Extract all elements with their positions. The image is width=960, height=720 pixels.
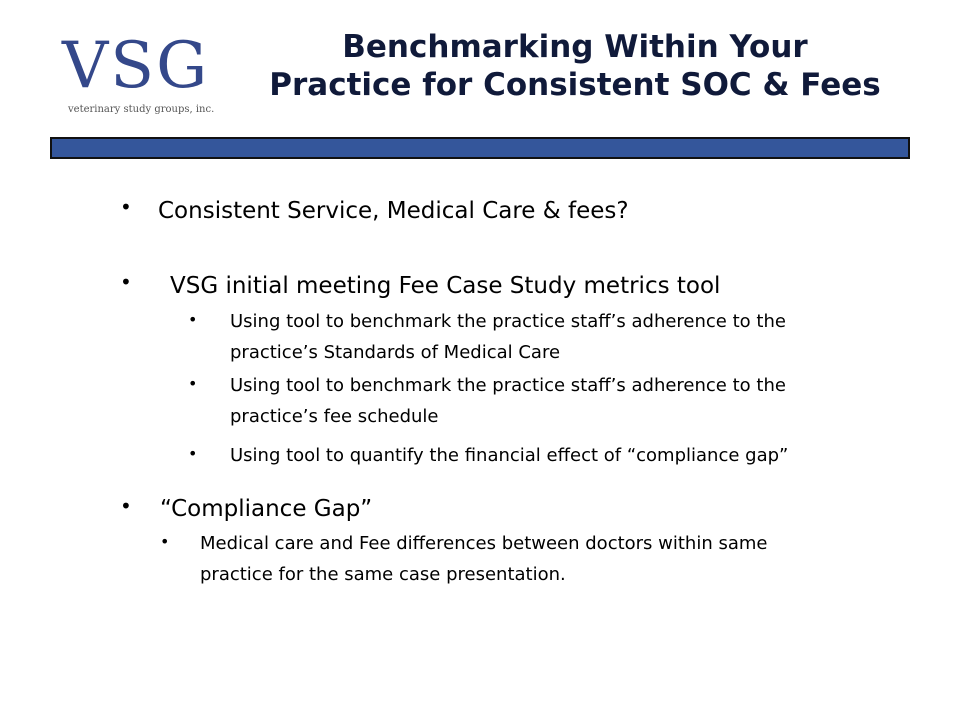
title-divider-bar — [50, 137, 910, 159]
bullet-glyph: • — [188, 310, 198, 329]
bullet-glyph: • — [188, 374, 198, 393]
vsg-logo — [62, 28, 230, 126]
bullet-text-line-2: practice’s fee schedule — [230, 406, 439, 427]
bullet-text-line-1: Using tool to benchmark the practice staff’s adherence to the — [230, 375, 786, 396]
bullet-text-line-2: practice for the same case presentation. — [200, 564, 566, 585]
bullet-glyph: • — [160, 532, 170, 551]
title-line-1: Benchmarking Within Your — [342, 29, 808, 65]
bullet-glyph: • — [120, 494, 132, 518]
bullet-text-line-1: Using tool to benchmark the practice staff’s adherence to the — [230, 311, 786, 332]
bullet-text-line-1: Medical care and Fee differences between doctors within same — [200, 533, 768, 554]
title-line-2: Practice for Consistent SOC & Fees — [269, 67, 881, 103]
bullet-glyph: • — [120, 270, 132, 294]
bullet-text: Using tool to quantify the financial effect of “compliance gap” — [230, 445, 789, 466]
bullet-text: “Compliance Gap” — [160, 496, 373, 522]
logo-tagline: veterinary study groups, inc. — [68, 104, 215, 115]
bullet-text-line-2: practice’s Standards of Medical Care — [230, 342, 561, 363]
page-title — [230, 28, 920, 104]
bullet-glyph: • — [188, 444, 198, 463]
bullet-glyph: • — [120, 195, 132, 219]
logo-mark: VSG — [62, 29, 210, 103]
bullet-text: Consistent Service, Medical Care & fees? — [158, 198, 629, 224]
bullet-text: VSG initial meeting Fee Case Study metrics tool — [170, 273, 721, 299]
